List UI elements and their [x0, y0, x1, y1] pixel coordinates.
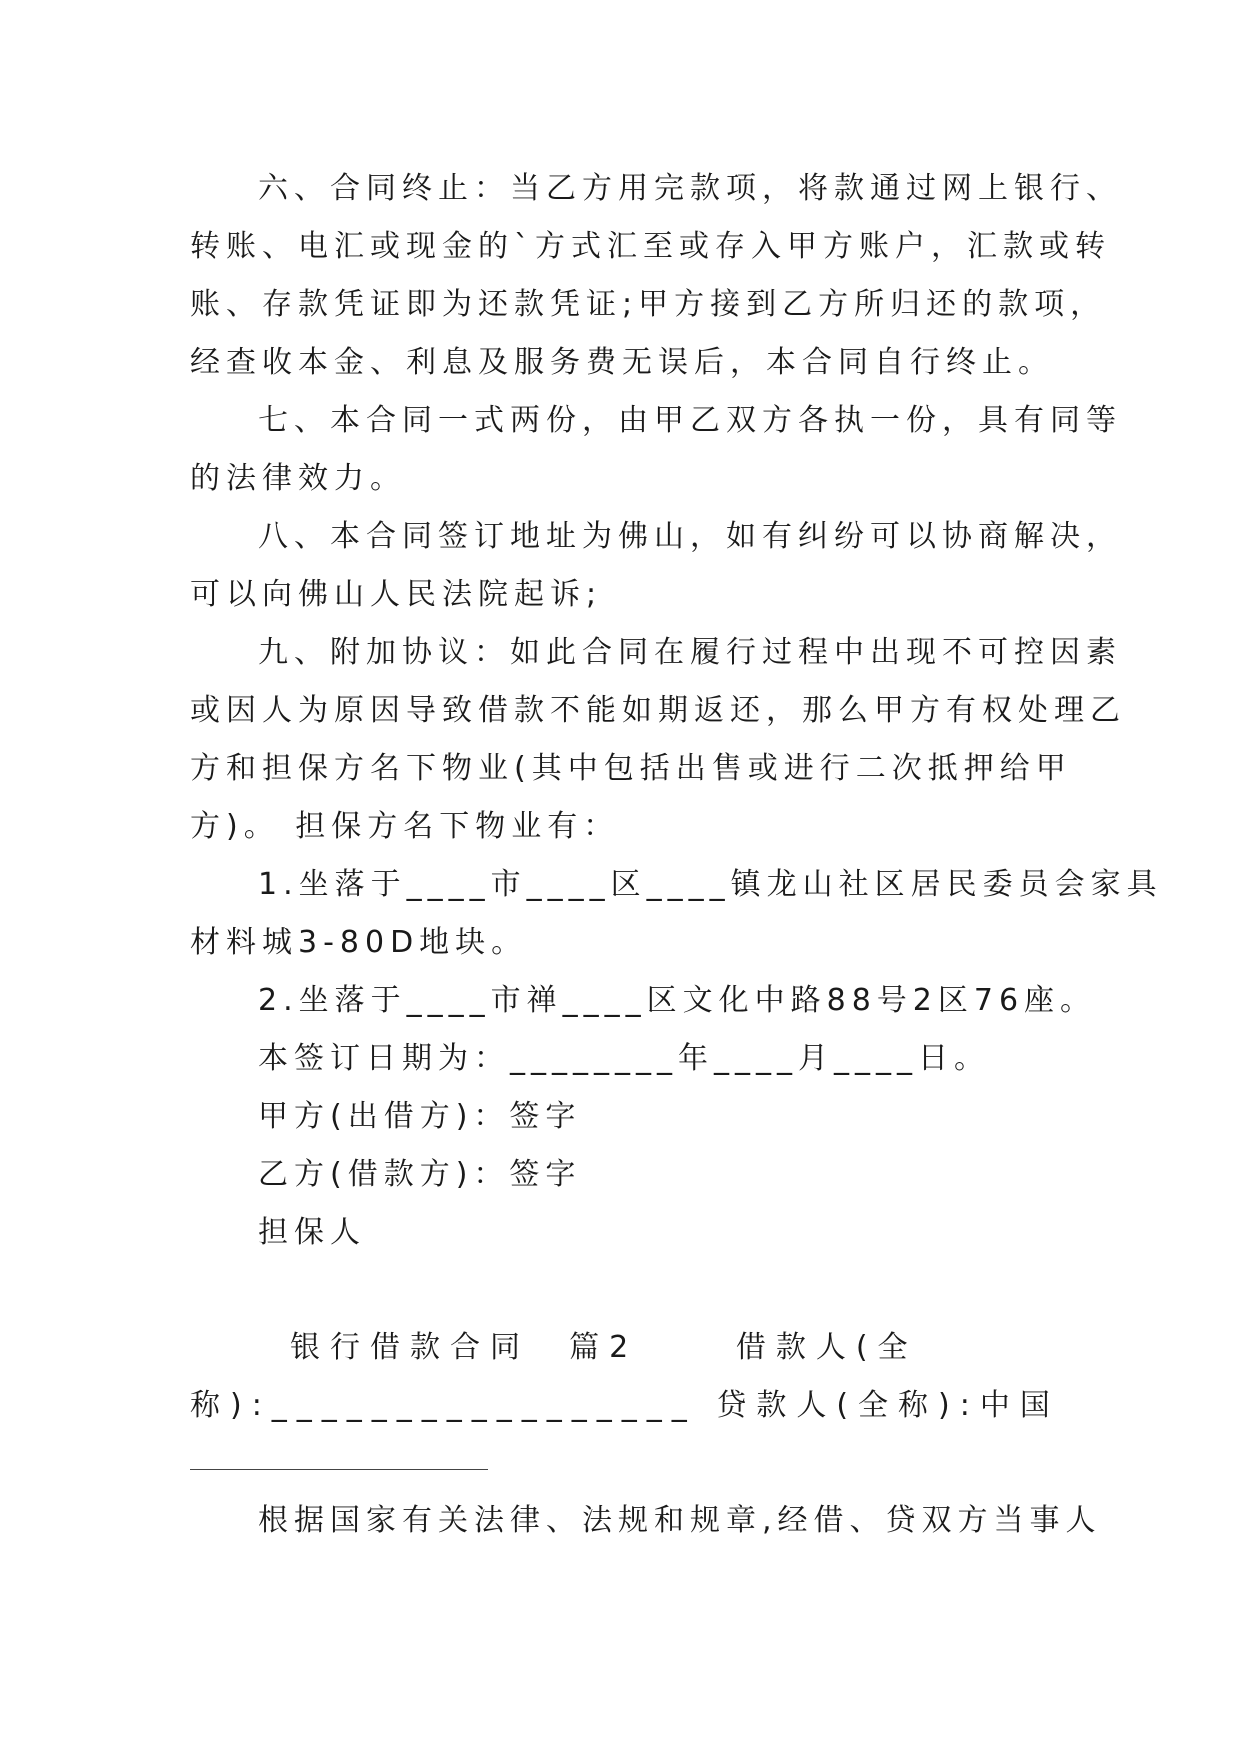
clause-6-line-1: 六、合同终止：当乙方用完款项，将款通过网上银行、 — [258, 171, 1122, 206]
clause-9-line-4: 方)。 担保方名下物业有： — [190, 809, 620, 844]
blank-underline — [190, 1469, 488, 1470]
borrower-signature-line: 乙方(借款方)：签字 — [258, 1157, 582, 1192]
clause-9-line-1: 九、附加协议：如此合同在履行过程中出现不可控因素 — [258, 635, 1122, 670]
property-1-line-2: 材料城3-80D地块。 — [190, 925, 528, 960]
contract-2-preamble-line: 根据国家有关法律、法规和规章,经借、贷双方当事人 — [258, 1503, 1102, 1538]
clause-7-line-2: 的法律效力。 — [190, 461, 406, 496]
property-1-line-1: 1.坐落于____市____区____镇龙山社区居民委员会家具 — [258, 867, 1163, 902]
contract-2-parties-line: 称):_________________ 贷款人(全称):中国 — [190, 1388, 1060, 1423]
clause-8-line-2: 可以向佛山人民法院起诉; — [190, 577, 603, 612]
guarantor-line: 担保人 — [258, 1215, 366, 1250]
lender-signature-line: 甲方(出借方)：签字 — [258, 1099, 582, 1134]
clause-6-line-4: 经查收本金、利息及服务费无误后，本合同自行终止。 — [190, 345, 1054, 380]
clause-9-line-2: 或因人为原因导致借款不能如期返还，那么甲方有权处理乙 — [190, 693, 1126, 728]
contract-2-heading-line: 银行借款合同 篇2 借款人(全 — [290, 1330, 918, 1365]
clause-8-line-1: 八、本合同签订地址为佛山，如有纠纷可以协商解决， — [258, 519, 1122, 554]
clause-9-line-3: 方和担保方名下物业(其中包括出售或进行二次抵押给甲 — [190, 751, 1072, 786]
signing-date-line: 本签订日期为：________年____月____日。 — [258, 1041, 990, 1076]
property-2-line: 2.坐落于____市禅____区文化中路88号2区76座。 — [258, 983, 1097, 1018]
clause-6-line-2: 转账、电汇或现金的`方式汇至或存入甲方账户，汇款或转 — [190, 229, 1111, 264]
clause-7-line-1: 七、本合同一式两份，由甲乙双方各执一份，具有同等 — [258, 403, 1122, 438]
clause-6-line-3: 账、存款凭证即为还款凭证;甲方接到乙方所归还的款项， — [190, 287, 1107, 322]
